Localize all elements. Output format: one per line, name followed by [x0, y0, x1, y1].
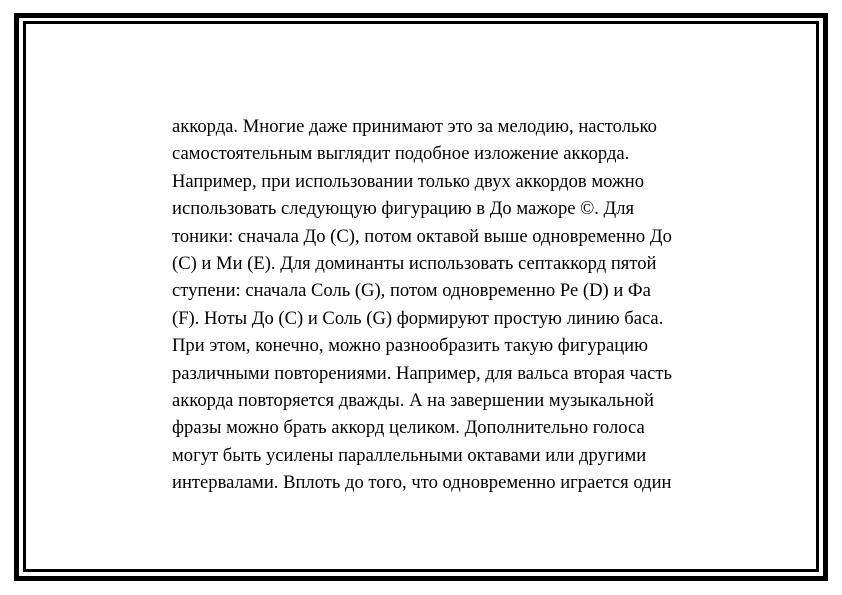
text-line-11: аккорда повторяется дважды. А на завершении музыкальной — [172, 390, 654, 412]
text-line-8: (F). Ноты До (С) и Соль (G) формируют простую линию баса. — [172, 307, 664, 329]
text-line-1: аккорда. Многие даже принимают это за мелодию, настолько — [172, 116, 657, 137]
text-line-2: самостоятельным выглядит подобное изложение аккорда. — [172, 143, 630, 165]
text-line-3: Например, при использовании только двух аккордов можно — [172, 170, 645, 192]
text-line-14: интервалами. Вплоть до того, что одновременно играется один — [172, 472, 672, 494]
text-line-6: (С) и Ми (Е). Для доминанты использовать септаккорд пятой — [172, 253, 657, 275]
text-line-7: ступени: сначала Соль (G), потом одновременно Ре (D) и Фа — [172, 280, 651, 302]
text-line-10: различными повторениями. Например, для вальса вторая часть — [172, 362, 673, 384]
text-line-12: фразы можно брать аккорд целиком. Дополнительно голоса — [172, 417, 645, 439]
text-line-4: использовать следующую фигурацию в До мажоре ©. Для — [172, 198, 635, 220]
text-line-5: тоники: сначала До (С), потом октавой выше одновременно До — [172, 225, 672, 247]
text-line-9: При этом, конечно, можно разнообразить такую фигурацию — [172, 335, 649, 357]
body-text — [172, 113, 732, 497]
text-line-13: могут быть усилены параллельными октавами или другими — [172, 444, 647, 466]
